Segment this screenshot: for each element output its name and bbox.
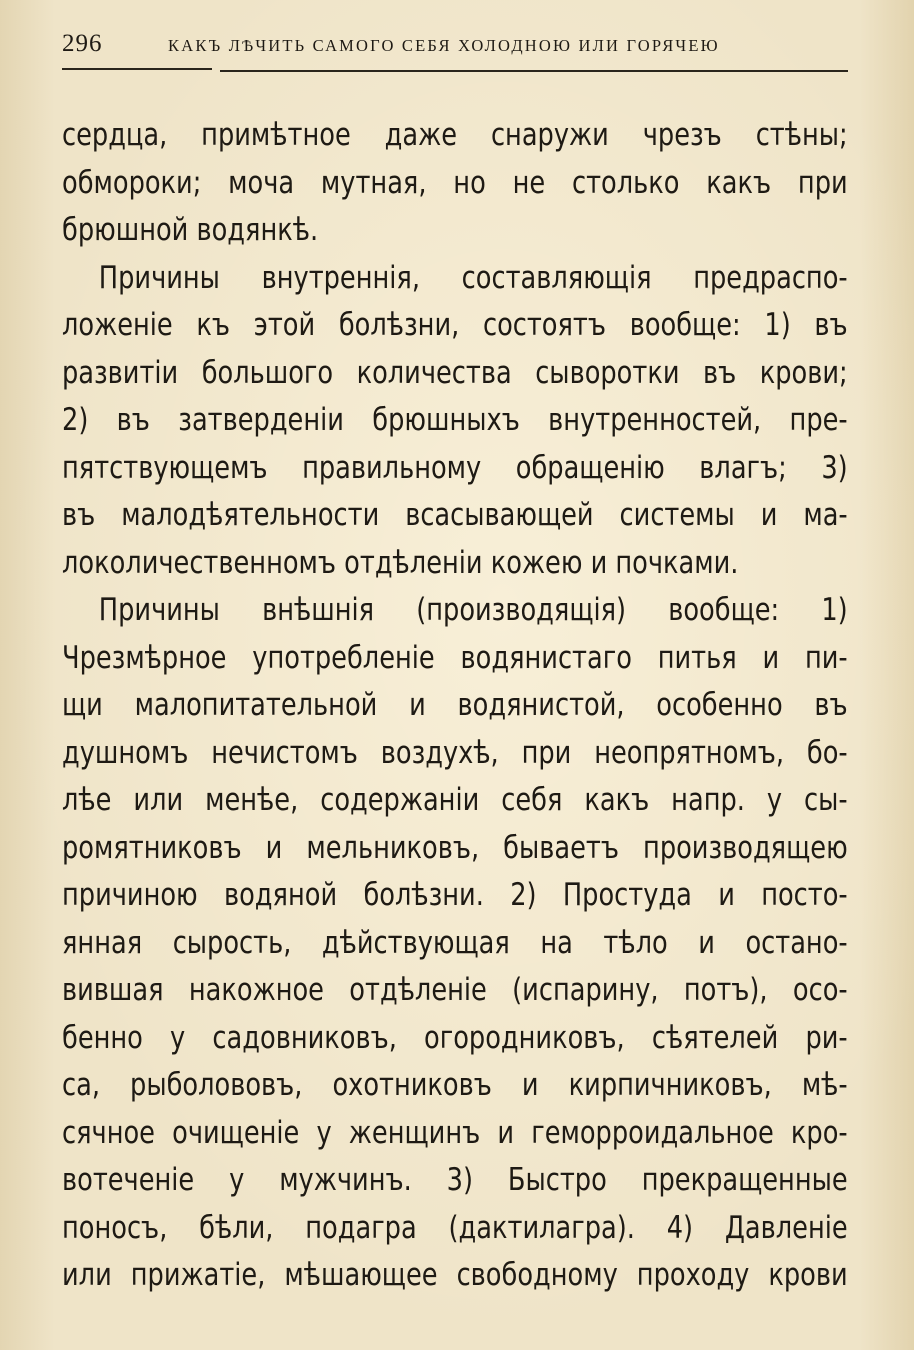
- text-line: янная сырость, дѣйствующая на тѣло и остано-: [62, 924, 848, 961]
- text-line: ложеніе къ этой болѣзни, состоятъ вообще: 1) въ: [62, 307, 848, 343]
- text-line: обмороки; моча мутная, но не столько какъ при: [62, 164, 848, 201]
- text-line: щи малопитательной и водянистой, особенно въ: [62, 687, 848, 723]
- text-line: вившая накожное отдѣленіе (испарину, потъ), осо-: [62, 972, 848, 1008]
- text-line: душномъ нечистомъ воздухѣ, при неопрятномъ, бо-: [62, 734, 848, 771]
- text-line: пятствующемъ правильному обращенію влагъ; 3): [62, 449, 848, 486]
- text-line: сердца, примѣтное даже снаружи чрезъ стѣны;: [62, 117, 848, 153]
- text-line: ромятниковъ и мельниковъ, бываетъ производящею: [62, 829, 848, 866]
- running-title: КАКЪ ЛѢЧИТЬ САМОГО СЕБЯ ХОЛОДНОЮ ИЛИ ГОРЯЧЕЮ: [168, 36, 720, 55]
- text-line: причиною водяной болѣзни. 2) Простуда и посто-: [62, 877, 848, 913]
- text-line: лѣе или менѣе, содержаніи себя какъ напр. у сы-: [62, 782, 848, 818]
- text-line: поносъ, бѣли, подагра (дактилагра). 4) Давленіе: [62, 1209, 848, 1246]
- paragraph-first-line: Причины внутреннія, составляющія предраспо-: [98, 259, 848, 296]
- page-number: 296: [62, 30, 103, 57]
- text-line: са, рыболововъ, охотниковъ и кирпичниковъ, мѣ-: [62, 1067, 848, 1103]
- text-line: сячное очищеніе у женщинъ и геморроидальное кро-: [62, 1114, 848, 1151]
- text-line: въ малодѣятельности всасывающей системы и ма-: [62, 497, 848, 533]
- text-line: или прижатіе, мѣшающее свободному проходу крови: [62, 1257, 848, 1293]
- text-line: бенно у садовниковъ, огородниковъ, сѣятелей ри-: [62, 1019, 848, 1056]
- text-line: брюшной водянкѣ.: [62, 212, 319, 248]
- text-line: 2) въ затверденіи брюшныхъ внутренностей, пре-: [62, 402, 848, 438]
- text-line: Чрезмѣрное употребленіе водянистаго питья и пи-: [62, 639, 848, 676]
- paragraph-first-line: Причины внѣшнія (производящія) вообще: 1): [98, 592, 848, 628]
- text-line: локоличественномъ отдѣленіи кожею и почками.: [62, 544, 739, 581]
- text-line: вотеченіе у мужчинъ. 3) Быстро прекращенные: [62, 1162, 848, 1198]
- header-rule-left: [62, 68, 212, 70]
- body-text: [62, 112, 848, 1300]
- running-header: [62, 30, 848, 66]
- header-rule-right: [220, 70, 848, 72]
- text-line: развитіи большого количества сыворотки въ крови;: [62, 354, 848, 391]
